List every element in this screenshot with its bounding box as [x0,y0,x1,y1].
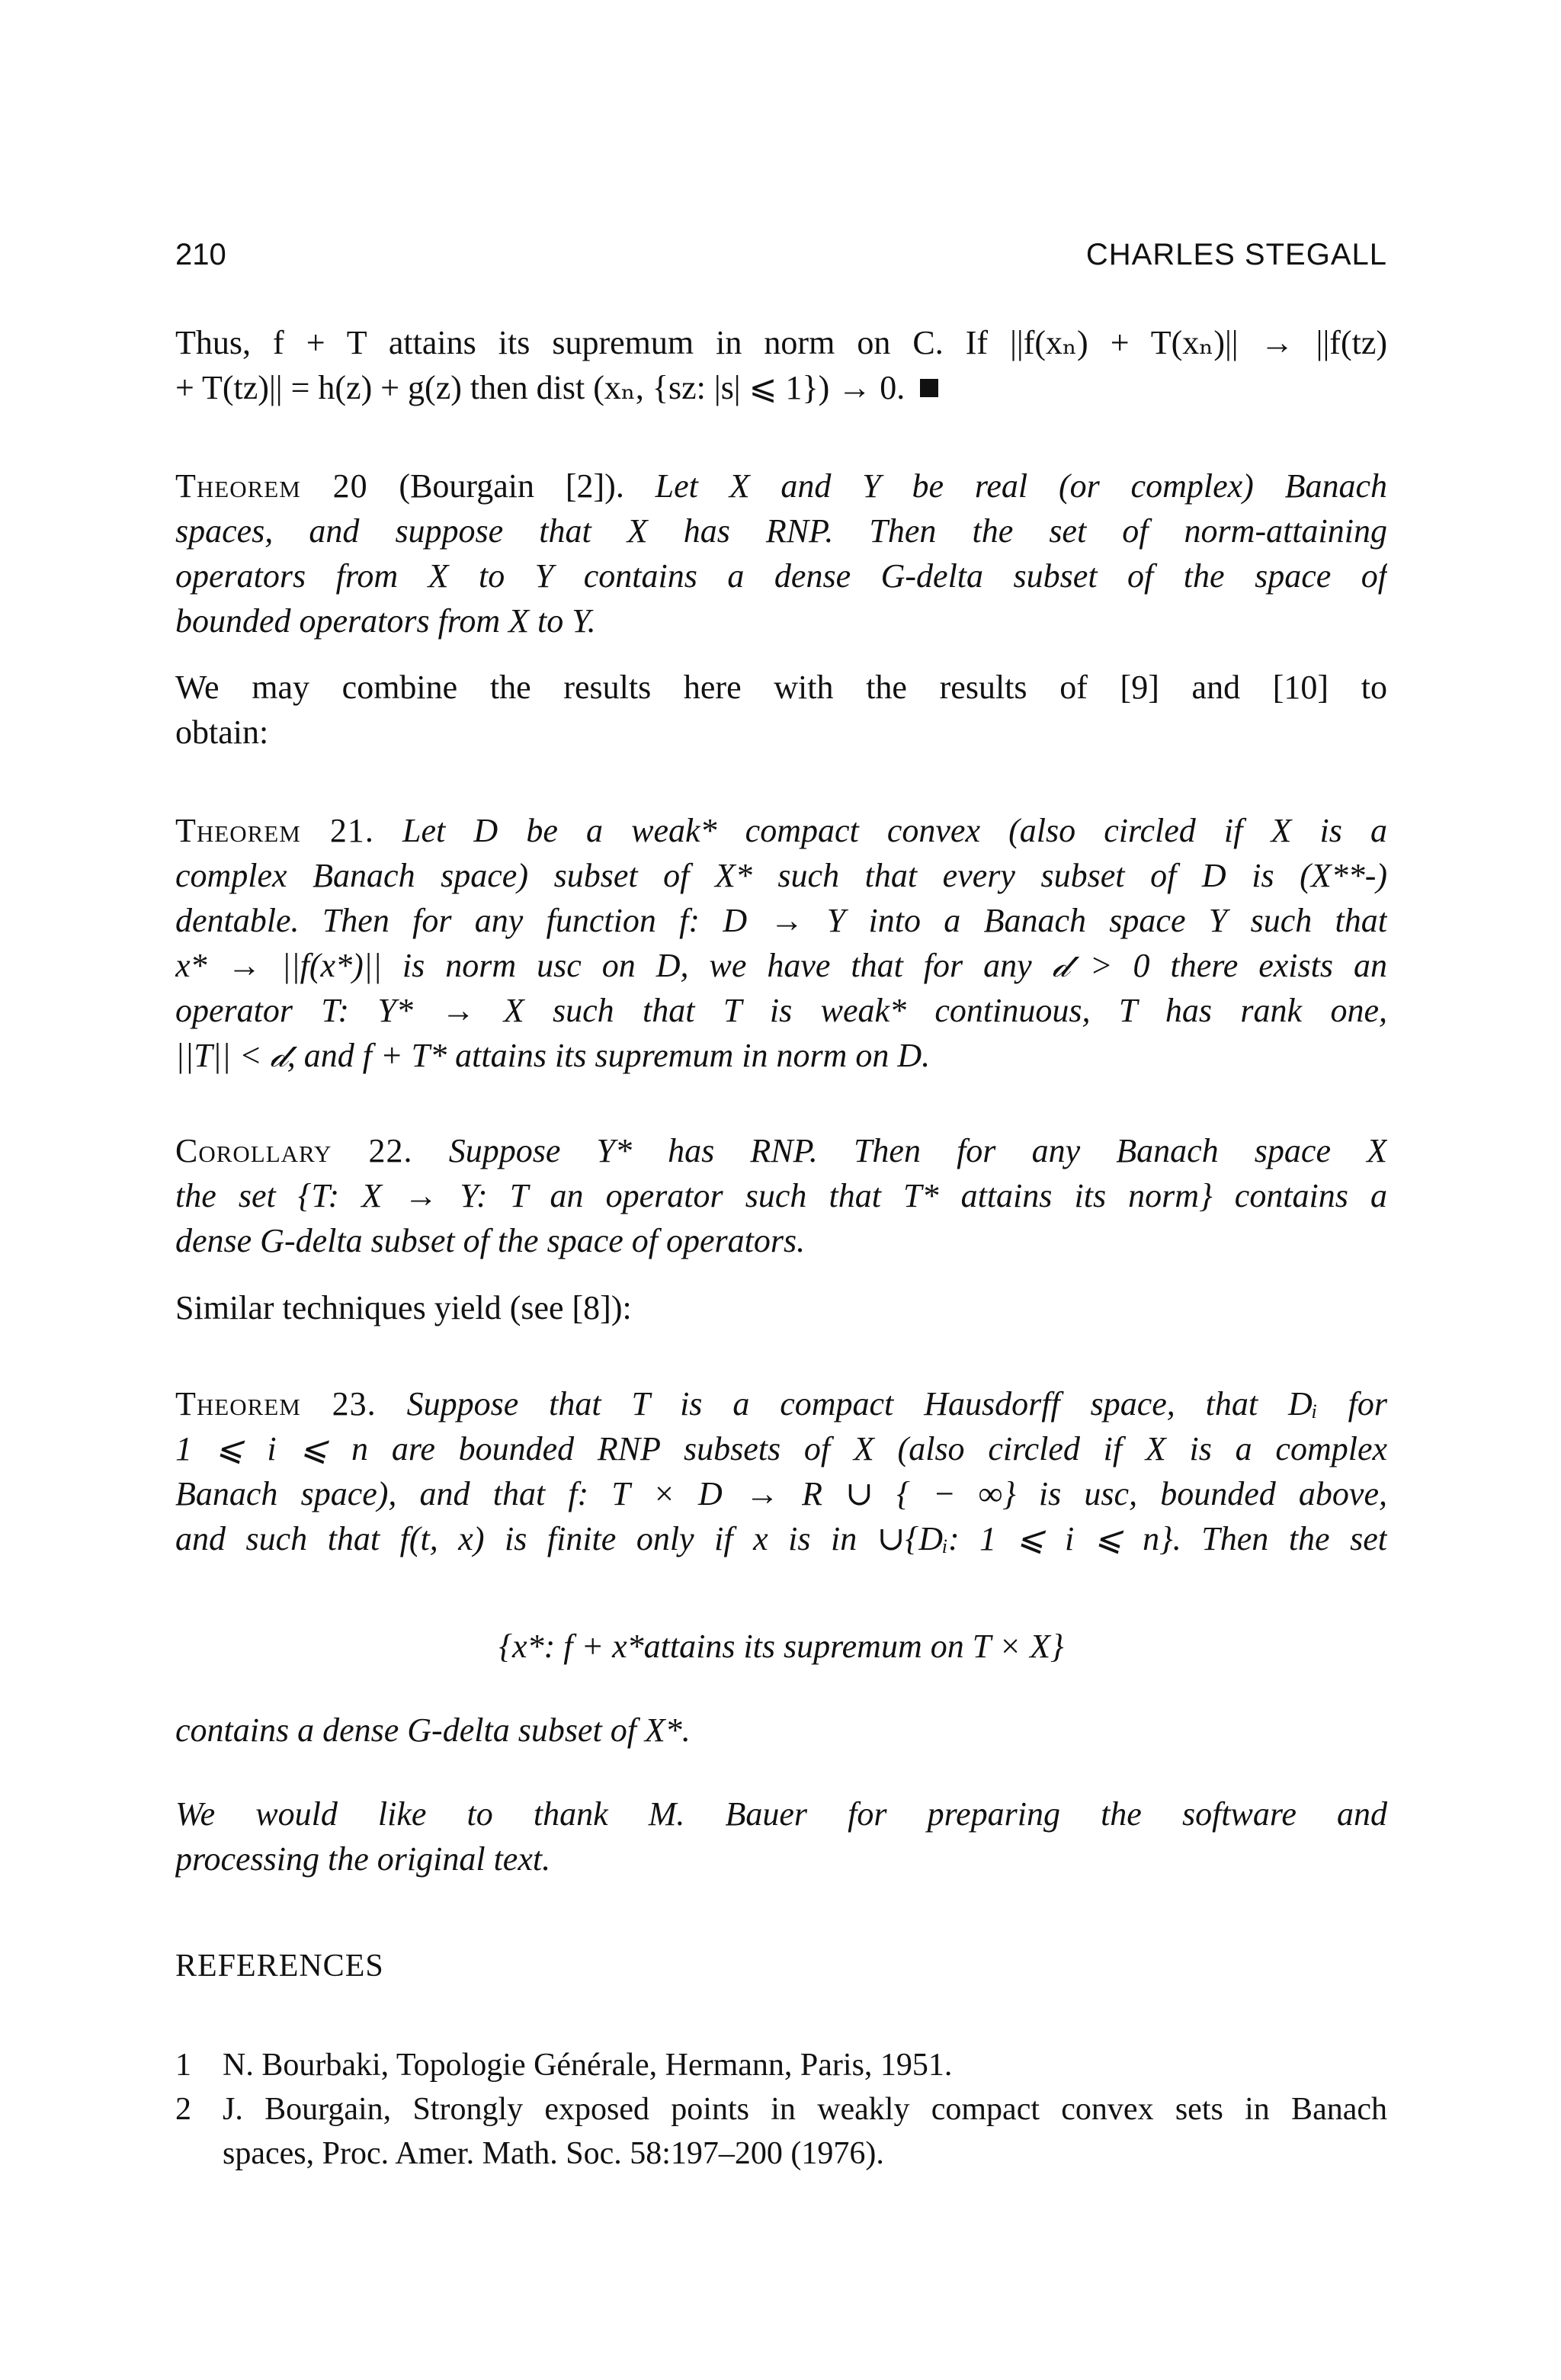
theorem-21 [175,808,1387,1078]
corollary-22-line-1: Corollary 22. Suppose Y* has RNP. Then for any Banach space X [175,1132,1387,1169]
reference-number: 2 [175,2092,191,2127]
theorem-23-line-3: Banach space), and that f: T × D → R ∪ { − ∞} is usc, bounded above, [175,1475,1387,1512]
end-of-proof-icon [920,379,938,397]
theorem-20-label: Theorem 20 [175,467,368,505]
theorem-21-line-2: complex Banach space) subset of X* such that every subset of D is (X**-) [175,857,1387,894]
theorem-20 [175,463,1387,643]
theorem-23-display [175,1624,1387,1669]
reference-text: N. Bourbaki, Topologie Générale, Hermann, Paris, 1951. [223,2048,953,2083]
acknowledgment-line-2: processing the original text. [175,1840,551,1878]
reference-text-continued: spaces, Proc. Amer. Math. Soc. 58:197–200 (1976). [223,2136,884,2171]
acknowledgment-line-1: We would like to thank M. Bauer for preparing the software and [175,1795,1387,1833]
paper-page [175,0,1395,2380]
page-number: 210 [175,238,226,271]
theorem-20-line-4: bounded operators from X to Y. [175,602,596,640]
corollary-22-line-2: the set {T: X → Y: T an operator such that T* attains its norm} contains a [175,1177,1387,1214]
theorem-21-line-4: x* → ||f(x*)|| is norm usc on D, we have that for any 𝒹 > 0 there exists an [175,947,1387,984]
similar-line: Similar techniques yield (see [8]): [175,1289,632,1326]
running-title: CHARLES STEGALL [1085,238,1387,271]
references-heading: REFERENCES [175,1949,384,1984]
combine-line-2: obtain: [175,714,269,751]
similar-paragraph [175,1285,1387,1330]
combine-line-1: We may combine the results here with the results of [9] and [10] to [175,669,1387,706]
acknowledgment [175,1791,1387,1881]
theorem-21-line-5: operator T: Y* → X such that T is weak* continuous, T has rank one, [175,992,1387,1029]
theorem-20-line-1: Theorem 20 (Bourgain [2]). Let X and Y be real (or complex) Banach [175,467,1387,505]
theorem-20-attribution: (Bourgain [2]). [399,467,624,505]
theorem-23-line-2: 1 ⩽ i ⩽ n are bounded RNP subsets of X (also circled if X is a complex [175,1430,1387,1467]
theorem-21-label: Theorem 21. [175,812,374,849]
theorem-20-line-2: spaces, and suppose that X has RNP. Then the set of norm-attaining [175,512,1387,550]
theorem-21-line-6: ||T|| < 𝒹, and f + T* attains its supremum in norm on D. [175,1037,931,1074]
corollary-22-label: Corollary 22. [175,1132,413,1169]
page-header [175,238,1387,284]
theorem-23-line-4: and such that f(t, x) is finite only if x is in ∪{Dᵢ: 1 ⩽ i ⩽ n}. Then the set [175,1520,1387,1557]
theorem-20-line-3: operators from X to Y contains a dense G-delta subset of the space of [175,557,1387,595]
proof-line-1: Thus, f + T attains its supremum in norm on C. If ||f(xₙ) + T(xₙ)|| → ||f(tz) [175,324,1387,361]
theorem-21-line-3: dentable. Then for any function f: D → Y into a Banach space Y such that [175,902,1387,939]
reference-text: J. Bourgain, Strongly exposed points in weakly compact convex sets in Banach [223,2092,1387,2127]
theorem-23-label: Theorem 23. [175,1385,377,1423]
display-formula: {x*: f + x*attains its supremum on T × X} [498,1628,1064,1665]
theorem-21-line-1: Theorem 21. Let D be a weak* compact convex (also circled if X is a [175,812,1387,849]
theorem-23-line-5: contains a dense G-delta subset of X*. [175,1711,691,1749]
corollary-22-line-3: dense G-delta subset of the space of operators. [175,1222,806,1259]
reference-number: 1 [175,2048,191,2083]
combine-paragraph [175,665,1387,755]
proof-line-2: + T(tz)|| = h(z) + g(z) then dist (xₙ, {sz: |s| ⩽ 1}) → 0. [175,365,1387,410]
proof-ending [175,320,1387,410]
corollary-22 [175,1128,1387,1263]
theorem-23 [175,1381,1387,1561]
theorem-23-conclusion [175,1708,1387,1753]
theorem-23-line-1: Theorem 23. Suppose that T is a compact Hausdorff space, that Dᵢ for [175,1385,1387,1423]
